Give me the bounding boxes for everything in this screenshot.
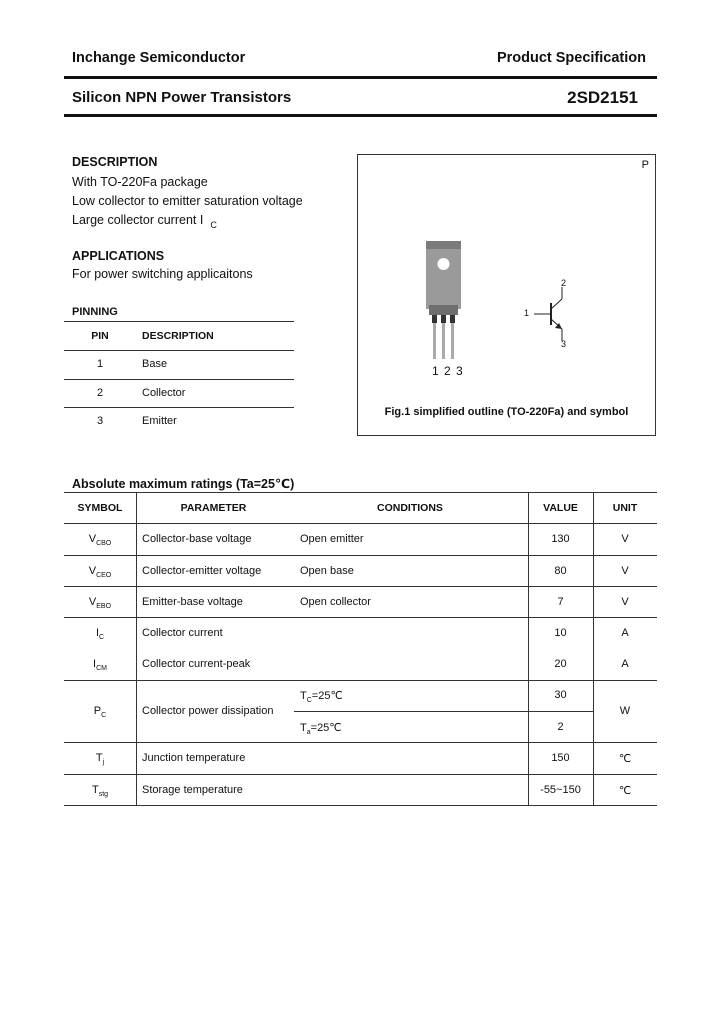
rating-parameter: Collector-emitter voltage [142, 565, 262, 577]
company-name: Inchange Semiconductor [72, 50, 246, 66]
rating-symbol [64, 596, 136, 608]
header-rule-bottom [64, 114, 657, 117]
condition-rest: =25℃ [311, 690, 343, 702]
rating-symbol-main: T [95, 752, 103, 764]
part-number: 2SD2151 [567, 88, 638, 107]
rating-parameter: Storage temperature [142, 784, 243, 796]
rating-condition: Open collector [300, 596, 371, 608]
ratings-rule-top [64, 492, 657, 493]
ratings-row-rule [64, 555, 657, 556]
symbol-label-base: 1 [524, 308, 530, 318]
ratings-header-symbol: SYMBOL [77, 502, 123, 514]
rating-symbol-main: P [93, 705, 102, 717]
rating-parameter: Collector power dissipation [142, 705, 274, 717]
ratings-title [72, 476, 294, 491]
symbol-label-collector: 2 [561, 278, 567, 288]
rating-symbol-sub: stg [98, 791, 109, 798]
pinning-rule-3 [64, 379, 294, 380]
ratings-col-divider-1 [136, 492, 137, 806]
rating-parameter: Junction temperature [142, 752, 246, 764]
rating-symbol [64, 752, 136, 764]
rating-parameter: Collector current [142, 627, 223, 639]
pinning-rule-1 [64, 321, 294, 322]
pinning-title: PINNING [72, 306, 118, 318]
rating-value: 150 [551, 752, 570, 764]
rating-symbol-sub: EBO [96, 603, 112, 610]
condition-main: T [300, 722, 307, 734]
rating-condition: Open emitter [300, 533, 364, 545]
ratings-header-value: VALUE [543, 502, 578, 514]
pin-description: Base [142, 358, 168, 370]
pinning-header-pin: PIN [91, 330, 109, 342]
condition-sub: C [306, 697, 312, 704]
rating-value: 2 [557, 721, 564, 733]
product-line: Silicon NPN Power Transistors [72, 89, 292, 106]
rating-unit: ℃ [618, 753, 632, 765]
ratings-title-text: Absolute maximum ratings (Ta=25 [72, 477, 275, 491]
description-item-text: With TO-220Fa package [72, 175, 208, 189]
condition-rest: =25℃ [310, 722, 342, 734]
rating-value: 130 [551, 533, 570, 545]
pin-description: Emitter [142, 415, 177, 427]
pinning-rule-4 [64, 407, 294, 408]
rating-symbol-main: I [93, 658, 97, 670]
rating-parameter: Collector current-peak [142, 658, 251, 670]
ratings-row-rule [64, 742, 657, 743]
rating-symbol-main: V [88, 565, 97, 577]
ratings-title-unit: ℃) [274, 477, 295, 491]
description-title: DESCRIPTION [72, 155, 158, 169]
rating-unit: V [621, 596, 629, 608]
rating-condition [300, 689, 343, 702]
description-item-subscript: C [210, 220, 217, 230]
document-type: Product Specification [496, 50, 646, 66]
description-item [72, 192, 303, 211]
rating-unit: V [621, 565, 629, 577]
package-outline-icon [416, 241, 478, 365]
npn-transistor-symbol-icon [534, 285, 574, 343]
rating-symbol-sub: j [102, 759, 105, 766]
rating-symbol [64, 784, 136, 796]
description-item [72, 173, 303, 192]
ratings-row-rule [64, 680, 657, 681]
ratings-subrow-rule [294, 711, 593, 712]
condition-main: T [300, 690, 307, 702]
rating-unit: A [621, 627, 629, 639]
rating-value: 30 [554, 689, 567, 701]
pinning-header-description: DESCRIPTION [142, 330, 214, 342]
figure-caption: Fig.1 simplified outline (TO-220Fa) and symbol [384, 406, 629, 418]
rating-value: 20 [554, 658, 567, 670]
applications-item: For power switching applicaitons [72, 267, 253, 281]
description-item-text: Large collector current I [72, 213, 204, 227]
rating-symbol-sub: CEO [96, 572, 112, 579]
applications-title: APPLICATIONS [72, 249, 165, 263]
symbol-label-emitter: 3 [561, 339, 567, 349]
ratings-header-conditions: CONDITIONS [377, 502, 443, 514]
pin-description: Collector [142, 387, 186, 399]
rating-symbol-sub: C [99, 634, 105, 641]
pinning-rule-2 [64, 350, 294, 351]
pin-number: 1 [96, 358, 104, 370]
pin-number: 2 [96, 387, 104, 399]
rating-condition [300, 721, 342, 734]
rating-symbol [64, 705, 136, 717]
rating-symbol-main: V [88, 533, 97, 545]
rating-symbol [64, 658, 136, 670]
rating-value: -55~150 [540, 784, 581, 796]
rating-symbol-main: V [88, 596, 97, 608]
rating-symbol [64, 627, 136, 639]
condition-sub: a [306, 729, 311, 736]
ratings-header-unit: UNIT [612, 502, 638, 514]
rating-value: 7 [557, 596, 564, 608]
rating-value: 10 [554, 627, 567, 639]
rating-symbol [64, 533, 136, 545]
rating-unit: A [621, 658, 629, 670]
ratings-row-rule [64, 774, 657, 775]
ratings-rule-header [64, 523, 657, 524]
ratings-header-parameter: PARAMETER [180, 502, 247, 514]
ratings-rule-bottom [64, 805, 657, 806]
rating-parameter: Emitter-base voltage [142, 596, 243, 608]
rating-symbol [64, 565, 136, 577]
rating-symbol-sub: CM [96, 665, 107, 672]
rating-unit: V [621, 533, 629, 545]
figure-box [357, 154, 656, 436]
rating-unit: ℃ [618, 785, 632, 797]
package-pin-numbers: 1 2 3 [432, 364, 464, 378]
pin-number: 3 [96, 415, 104, 427]
rating-symbol-main: T [91, 784, 99, 796]
description-item [72, 211, 303, 230]
rating-symbol-sub: CBO [96, 540, 112, 547]
description-list [72, 173, 303, 230]
rating-unit: W [619, 705, 631, 717]
figure-corner-mark: P [641, 159, 649, 171]
rating-symbol-sub: C [101, 712, 107, 719]
rating-value: 80 [554, 565, 567, 577]
rating-parameter: Collector-base voltage [142, 533, 252, 545]
rating-condition: Open base [300, 565, 354, 577]
ratings-row-rule [64, 617, 657, 618]
rating-symbol-main: I [95, 627, 99, 639]
ratings-row-rule [64, 586, 657, 587]
description-item-text: Low collector to emitter saturation voltage [72, 194, 303, 208]
header-rule-top [64, 76, 657, 79]
